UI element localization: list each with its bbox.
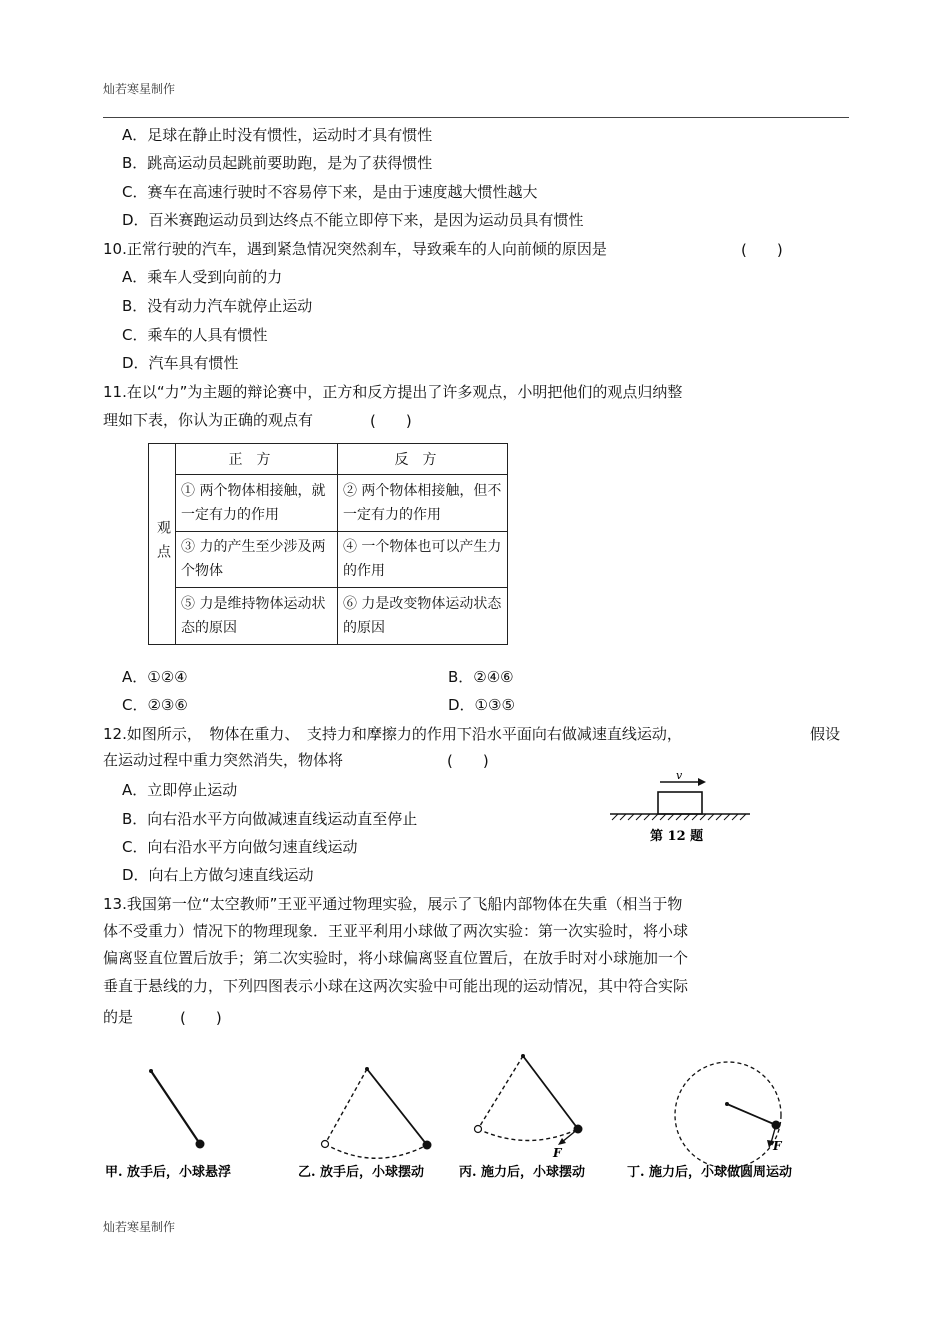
page-header: 灿若寒星制作 (103, 82, 176, 96)
figure-yi (298, 1067, 432, 1180)
string (367, 1069, 427, 1145)
q9-option-d: D．百米赛跑运动员到达终点不能立即停下来，是因为运动员具有惯性 (122, 211, 584, 229)
force-arrow (562, 1129, 578, 1142)
ball (423, 1141, 432, 1150)
q12-option-b: B．向右沿水平方向做减速直线运动直至停止 (122, 810, 418, 828)
ball (196, 1140, 205, 1149)
figure-jia (105, 1069, 231, 1180)
string (727, 1104, 776, 1125)
q13-stem-line4: 垂直于悬线的力，下列四图表示小球在这两次实验中可能出现的运动情况，其中符合实际 (103, 977, 689, 995)
q9-option-b: B．跳高运动员起跳前要助跑，是为了获得惯性 (122, 154, 433, 172)
force-label-bing: F (553, 1146, 562, 1160)
q11-option-b: B．②④⑥ (448, 668, 514, 686)
string (523, 1056, 578, 1129)
swing-arc (478, 1129, 578, 1141)
caption-jia: 甲. 放手后，小球悬浮 (105, 1165, 232, 1180)
q11-opinion-table (148, 443, 508, 645)
table-cell-5: ⑤ 力是维持物体运动状态的原因 (176, 588, 338, 645)
circular-path (675, 1062, 781, 1168)
q12-stem-line1-tail: 假设 (810, 725, 841, 743)
figure-ding (627, 1062, 792, 1180)
q11-stem-line2: 理如下表，你认为正确的观点有 (103, 411, 314, 429)
table-cell-4: ④ 一个物体也可以产生力的作用 (337, 531, 507, 588)
q9-option-a: A．足球在静止时没有惯性，运动时才具有惯性 (122, 126, 433, 144)
q12-option-c: C．向右沿水平方向做匀速直线运动 (122, 838, 358, 856)
q11-option-a: A．①②④ (122, 668, 188, 686)
swing-arc (325, 1144, 427, 1158)
q12-answer-paren: ( ) (447, 752, 489, 770)
table-cell-1: ① 两个物体相接触，就一定有力的作用 (176, 475, 338, 532)
velocity-label: v (676, 769, 683, 782)
q9-option-c: C．赛车在高速行驶时不容易停下来，是由于速度越大惯性越大 (122, 183, 538, 201)
q11-option-c: C．②③⑥ (122, 696, 188, 714)
ball-start (475, 1126, 482, 1133)
caption-ding: 丁. 施力后，小球做圆周运动 (627, 1165, 793, 1180)
string (151, 1071, 200, 1144)
q11-option-d: D．①③⑤ (448, 696, 515, 714)
header-rule (103, 117, 849, 118)
q10-option-c: C．乘车的人具有惯性 (122, 326, 268, 344)
string-dashed-left (325, 1069, 367, 1144)
q12-stem-line2: 在运动过程中重力突然消失，物体将 (103, 751, 344, 769)
table-col-pro: 正方 (176, 444, 338, 475)
q13-answer-paren: ( ) (180, 1009, 222, 1027)
q13-stem-line2: 体不受重力）情况下的物理现象．王亚平利用小球做了两次实验：第一次实验时，将小球 (103, 922, 689, 940)
q13-figures (103, 1040, 833, 1190)
figure-bing (459, 1054, 585, 1180)
table-row-header: 观点 (155, 520, 171, 568)
string-dashed-left (478, 1056, 523, 1129)
q13-stem-line1: 13.我国第一位“太空教师”王亚平通过物理实验，展示了飞船内部物体在失重（相当于物 (103, 895, 683, 913)
q13-stem-line5: 的是 (103, 1008, 134, 1026)
page-footer: 灿若寒星制作 (103, 1220, 176, 1234)
q10-answer-paren: ( ) (741, 241, 783, 259)
q11-stem-line1: 11.在以“力”为主题的辩论赛中，正方和反方提出了许多观点，小明把他们的观点归纳整 (103, 383, 683, 401)
q12-option-d: D．向右上方做匀速直线运动 (122, 866, 314, 884)
velocity-arrowhead (698, 778, 706, 786)
q10-option-a: A．乘车人受到向前的力 (122, 268, 283, 286)
force-label-ding: F (773, 1139, 782, 1153)
q12-stem-line1: 12.如图所示， 物体在重力、 支持力和摩擦力的作用下沿水平面向右做减速直线运动， (103, 725, 682, 743)
table-col-con: 反方 (337, 444, 507, 475)
q10-stem: 10.正常行驶的汽车，遇到紧急情况突然刹车，导致乘车的人向前倾的原因是 (103, 240, 607, 258)
table-cell-6: ⑥ 力是改变物体运动状态的原因 (337, 588, 507, 645)
block (658, 792, 702, 814)
q12-figure (608, 768, 753, 848)
q10-option-d: D．汽车具有惯性 (122, 354, 239, 372)
q13-stem-line3: 偏离竖直位置后放手；第二次实验时，将小球偏离竖直位置后，在放手时对小球施加一个 (103, 949, 689, 967)
table-cell-2: ② 两个物体相接触，但不一定有力的作用 (337, 475, 507, 532)
caption-bing: 丙. 施力后，小球摆动 (459, 1165, 586, 1180)
ball-start (322, 1141, 329, 1148)
q12-figure-caption: 第 12 题 (650, 829, 704, 844)
q11-answer-paren: ( ) (370, 412, 412, 430)
caption-yi: 乙. 放手后，小球摆动 (298, 1165, 425, 1180)
q10-option-b: B．没有动力汽车就停止运动 (122, 297, 313, 315)
table-row-header-cell (149, 444, 176, 645)
q12-option-a: A．立即停止运动 (122, 781, 238, 799)
table-cell-3: ③ 力的产生至少涉及两个物体 (176, 531, 338, 588)
ground-hatching (612, 814, 746, 820)
